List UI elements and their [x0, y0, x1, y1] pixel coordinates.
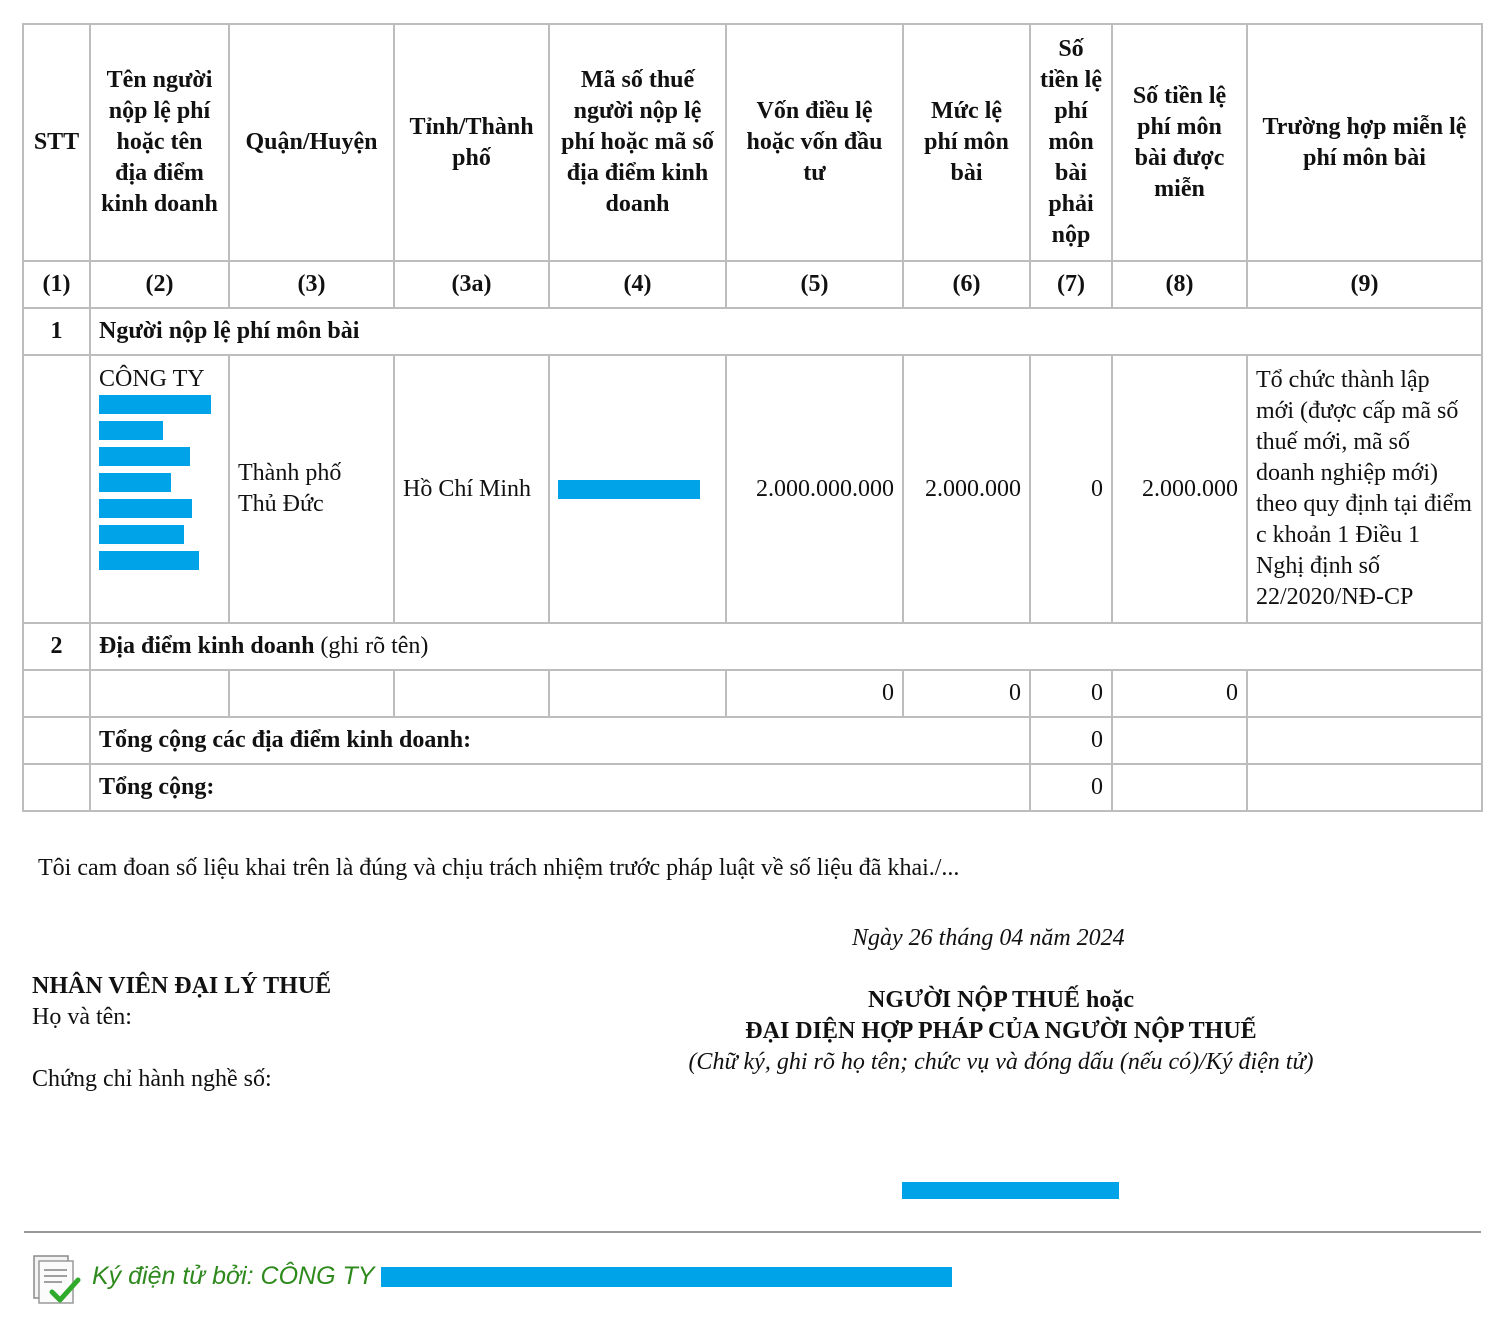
header-fee-exempt: Số tiền lệ phí môn bài được miễn — [1112, 24, 1247, 261]
empty-cell — [1247, 717, 1482, 764]
agent-cert-label: Chứng chỉ hành nghề số: — [32, 1066, 272, 1092]
column-number: (8) — [1112, 261, 1247, 308]
subtotal-label: Tổng cộng các địa điểm kinh doanh: — [90, 717, 1030, 764]
redacted-name-line — [99, 551, 199, 570]
location-fee-level: 0 — [903, 670, 1030, 717]
empty-cell — [1247, 764, 1482, 811]
signed-document-check-icon — [32, 1254, 82, 1306]
location-fee-exempt: 0 — [1112, 670, 1247, 717]
column-number: (6) — [903, 261, 1030, 308]
section-1-title: Người nộp lệ phí môn bài — [90, 308, 1482, 355]
taxpayer-row — [23, 355, 1482, 623]
section-2-row — [23, 623, 1482, 670]
section-2-stt: 2 — [23, 623, 90, 670]
taxpayer-tax-code-cell — [549, 355, 726, 623]
empty-cell — [1247, 670, 1482, 717]
redacted-name-line — [99, 525, 184, 544]
header-exemption-case: Trường hợp miễn lệ phí môn bài — [1247, 24, 1482, 261]
total-row — [23, 764, 1482, 811]
taxpayer-sign-note: (Chữ ký, ghi rõ họ tên; chức vụ và đóng dấu (nếu có)/Ký điện tử) — [688, 1049, 1314, 1075]
taxpayer-name: CÔNG TY — [99, 366, 205, 392]
subtotal-value: 0 — [1030, 717, 1112, 764]
redacted-name-line — [99, 421, 163, 440]
empty-cell — [1112, 764, 1247, 811]
taxpayer-fee-level: 2.000.000 — [903, 355, 1030, 623]
column-number: (1) — [23, 261, 90, 308]
taxpayer-charter-capital: 2.000.000.000 — [726, 355, 903, 623]
e-signature-line — [92, 1262, 952, 1291]
empty-cell — [23, 764, 90, 811]
empty-cell — [1112, 717, 1247, 764]
taxpayer-title-line2: ĐẠI DIỆN HỢP PHÁP CỦA NGƯỜI NỘP THUẾ — [745, 1018, 1257, 1044]
header-province: Tỉnh/Thành phố — [394, 24, 549, 261]
section-1-row — [23, 308, 1482, 355]
header-name: Tên người nộp lệ phí hoặc tên địa điểm kinh doanh — [90, 24, 229, 261]
column-number: (2) — [90, 261, 229, 308]
header-stt: STT — [23, 24, 90, 261]
agent-name-label: Họ và tên: — [32, 1004, 132, 1030]
total-value: 0 — [1030, 764, 1112, 811]
section-2-title: Địa điểm kinh doanh — [99, 633, 315, 659]
taxpayer-name-cell — [90, 355, 229, 623]
empty-cell — [394, 670, 549, 717]
agent-title: NHÂN VIÊN ĐẠI LÝ THUẾ — [32, 973, 332, 999]
header-fee-payable: Số tiền lệ phí môn bài phải nộp — [1030, 24, 1112, 261]
section-2-title-cell — [90, 623, 1482, 670]
header-district: Quận/Huyện — [229, 24, 394, 261]
section-2-note: (ghi rõ tên) — [314, 633, 429, 659]
empty-cell — [90, 670, 229, 717]
taxpayer-fee-payable: 0 — [1030, 355, 1112, 623]
business-location-row — [23, 670, 1482, 717]
section-1-stt: 1 — [23, 308, 90, 355]
redacted-name-line — [99, 395, 211, 414]
date-line: Ngày 26 tháng 04 năm 2024 — [852, 925, 1125, 951]
taxpayer-province: Hồ Chí Minh — [394, 355, 549, 623]
redacted-name-line — [99, 499, 192, 518]
fee-declaration-table — [22, 23, 1483, 812]
redacted-company-name — [381, 1267, 952, 1287]
e-signature-label: Ký điện tử bởi: CÔNG TY — [92, 1262, 374, 1290]
header-row — [23, 24, 1482, 261]
header-tax-code: Mã số thuế người nộp lệ phí hoặc mã số địa điểm kinh doanh — [549, 24, 726, 261]
redacted-name-line — [99, 447, 190, 466]
taxpayer-exemption-case: Tổ chức thành lập mới (được cấp mã số thuế mới, mã số doanh nghiệp mới) theo quy định tại điểm c khoản 1 Điều 1 Nghị định số 22/2020/NĐ-CP — [1247, 355, 1482, 623]
subtotal-row — [23, 717, 1482, 764]
column-number: (5) — [726, 261, 903, 308]
empty-cell — [229, 670, 394, 717]
taxpayer-fee-exempt: 2.000.000 — [1112, 355, 1247, 623]
declaration-text: Tôi cam đoan số liệu khai trên là đúng và chịu trách nhiệm trước pháp luật về số liệu đã khai./... — [38, 855, 960, 881]
location-capital: 0 — [726, 670, 903, 717]
total-label: Tổng cộng: — [90, 764, 1030, 811]
redacted-signer-name — [902, 1182, 1119, 1199]
empty-cell — [23, 670, 90, 717]
column-number: (3) — [229, 261, 394, 308]
footer-divider — [24, 1231, 1481, 1233]
location-fee-payable: 0 — [1030, 670, 1112, 717]
empty-cell — [549, 670, 726, 717]
column-number: (4) — [549, 261, 726, 308]
column-number-row — [23, 261, 1482, 308]
empty-cell — [23, 717, 90, 764]
column-number: (7) — [1030, 261, 1112, 308]
column-number: (9) — [1247, 261, 1482, 308]
taxpayer-stt-cell — [23, 355, 90, 623]
redacted-name-line — [99, 473, 171, 492]
taxpayer-title-line1: NGƯỜI NỘP THUẾ hoặc — [867, 987, 1135, 1013]
header-fee-level: Mức lệ phí môn bài — [903, 24, 1030, 261]
redacted-tax-code — [558, 480, 700, 499]
header-charter-capital: Vốn điều lệ hoặc vốn đầu tư — [726, 24, 903, 261]
column-number: (3a) — [394, 261, 549, 308]
taxpayer-district: Thành phố Thủ Đức — [229, 355, 394, 623]
